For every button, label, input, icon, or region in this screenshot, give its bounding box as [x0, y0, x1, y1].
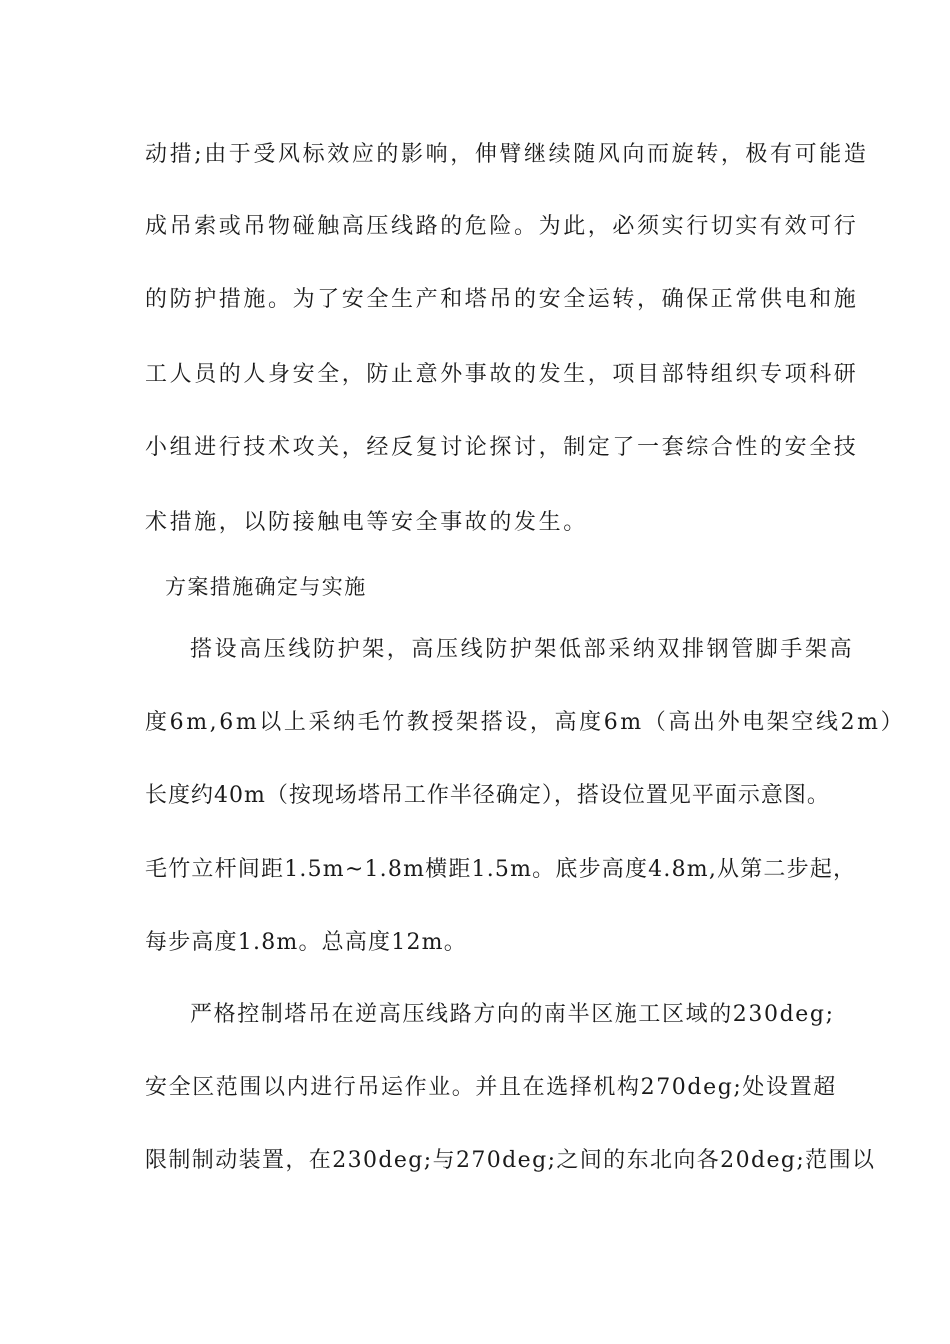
text-line: 成吊索或吊物碰触高压线路的危险。为此，必须实行切实有效可行 [145, 214, 859, 239]
text-line: 动措;由于受风标效应的影响，伸臂继续随风向而旋转，极有可能造 [145, 142, 869, 167]
text-line: 搭设高压线防护架，高压线防护架低部采纳双排钢管脚手架高 [190, 637, 855, 662]
text-line: 工人员的人身安全，防止意外事故的发生，项目部特组织专项科研 [145, 362, 859, 387]
text-line: 限制制动装置，在230deg;与270deg;之间的东北向各20deg;范围以 [145, 1148, 876, 1173]
section-heading: 方案措施确定与实施 [165, 575, 367, 599]
text-line: 每步高度1.8m。总高度12m。 [145, 930, 467, 955]
text-line: 毛竹立杆间距1.5m~1.8m横距1.5m。底步高度4.8m,从第二步起， [145, 857, 857, 882]
text-line: 安全区范围以内进行吊运作业。并且在选择机构270deg;处设置超 [145, 1075, 837, 1100]
text-line: 严格控制塔吊在逆高压线路方向的南半区施工区域的230deg; [190, 1002, 835, 1027]
text-line: 长度约40m（按现场塔吊工作半径确定），搭设位置见平面示意图。 [145, 783, 830, 808]
text-line: 度6m,6m以上采纳毛竹教授架搭设，高度6m（高出外电架空线2m） [145, 710, 906, 735]
text-line: 的防护措施。为了安全生产和塔吊的安全运转，确保正常供电和施 [145, 287, 859, 312]
text-line: 小组进行技术攻关，经反复讨论探讨，制定了一套综合性的安全技 [145, 435, 859, 460]
text-line: 术措施，以防接触电等安全事故的发生。 [145, 510, 588, 535]
